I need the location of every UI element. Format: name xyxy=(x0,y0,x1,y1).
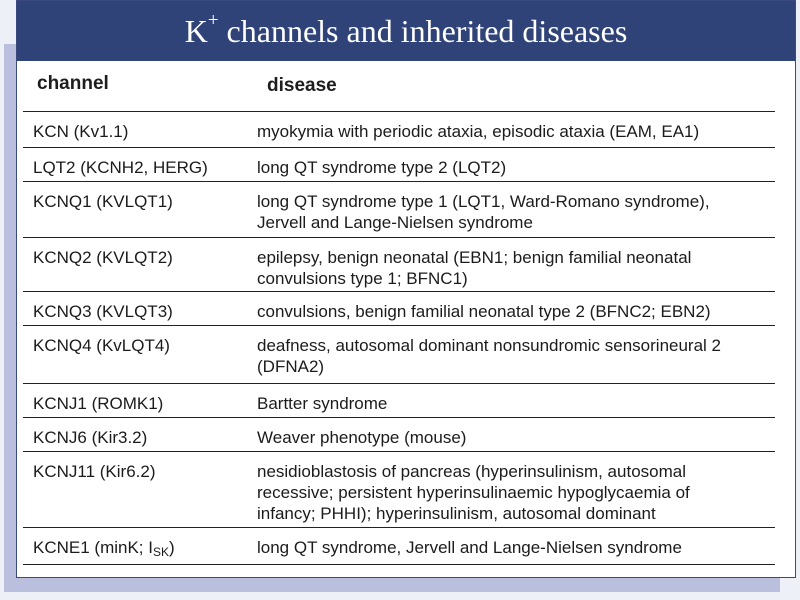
disease-cell: Weaver phenotype (mouse) xyxy=(257,428,467,447)
table-body xyxy=(17,111,795,565)
header-disease: disease xyxy=(267,75,337,96)
page-title xyxy=(184,9,628,50)
channel-subscript: SK xyxy=(152,545,169,559)
channel-cell: KCNQ3 (KVLQT3) xyxy=(33,302,173,321)
header-channel: channel xyxy=(37,73,109,94)
table-card xyxy=(16,0,796,578)
table-row xyxy=(23,111,775,147)
table-row xyxy=(23,147,775,181)
disease-cell: epilepsy, benign neonatal (EBN1; benign familial neonatal convulsions type 1; BFNC1) xyxy=(257,248,692,288)
channel-cell: LQT2 (KCNH2, HERG) xyxy=(33,158,208,177)
disease-cell: long QT syndrome, Jervell and Lange-Nielsen syndrome xyxy=(257,538,682,557)
disease-cell: convulsions, benign familial neonatal type 2 (BFNC2; EBN2) xyxy=(257,302,711,321)
channel-cell: KCNQ4 (KvLQT4) xyxy=(33,336,170,355)
table-row xyxy=(23,237,775,291)
channel-cell xyxy=(23,528,247,564)
channel-cell: KCN (Kv1.1) xyxy=(33,122,129,141)
channel-cell: KCNJ11 (Kir6.2) xyxy=(33,462,156,481)
channel-cell: KCNJ1 (ROMK1) xyxy=(33,394,164,413)
disease-cell: long QT syndrome type 2 (LQT2) xyxy=(257,158,507,177)
table-row xyxy=(23,527,775,565)
disease-cell: deafness, autosomal dominant nonsundromic sensorineural 2 (DFNA2) xyxy=(257,336,721,376)
channel-cell: KCNQ2 (KVLQT2) xyxy=(33,248,173,267)
channel-text: KCNE1 (minK; I xyxy=(33,538,153,557)
table-row xyxy=(23,383,775,417)
title-bar xyxy=(17,1,795,61)
table-row xyxy=(23,417,775,451)
channel-text-end: ) xyxy=(169,538,175,557)
table-row xyxy=(23,325,775,383)
table-row xyxy=(23,181,775,237)
title-k: K xyxy=(184,12,208,49)
table-row xyxy=(23,291,775,325)
disease-cell: myokymia with periodic ataxia, episodic ataxia (EAM, EA1) xyxy=(257,122,700,141)
disease-cell: Bartter syndrome xyxy=(257,394,388,413)
table-header xyxy=(17,61,795,111)
title-sup: + xyxy=(207,9,219,31)
table-row xyxy=(23,451,775,527)
channel-cell: KCNJ6 (Kir3.2) xyxy=(33,428,148,447)
title-rest: channels and inherited diseases xyxy=(218,12,628,49)
disease-cell: nesidioblastosis of pancreas (hyperinsulinism, autosomal recessive; persistent hyperinsulinaemic hypoglycaemia of infancy; PHHI); hyperinsulinism, autosomal dominant xyxy=(257,462,690,523)
channel-cell: KCNQ1 (KVLQT1) xyxy=(33,192,173,211)
disease-cell: long QT syndrome type 1 (LQT1, Ward-Romano syndrome), Jervell and Lange-Nielsen syndrome xyxy=(257,192,710,232)
